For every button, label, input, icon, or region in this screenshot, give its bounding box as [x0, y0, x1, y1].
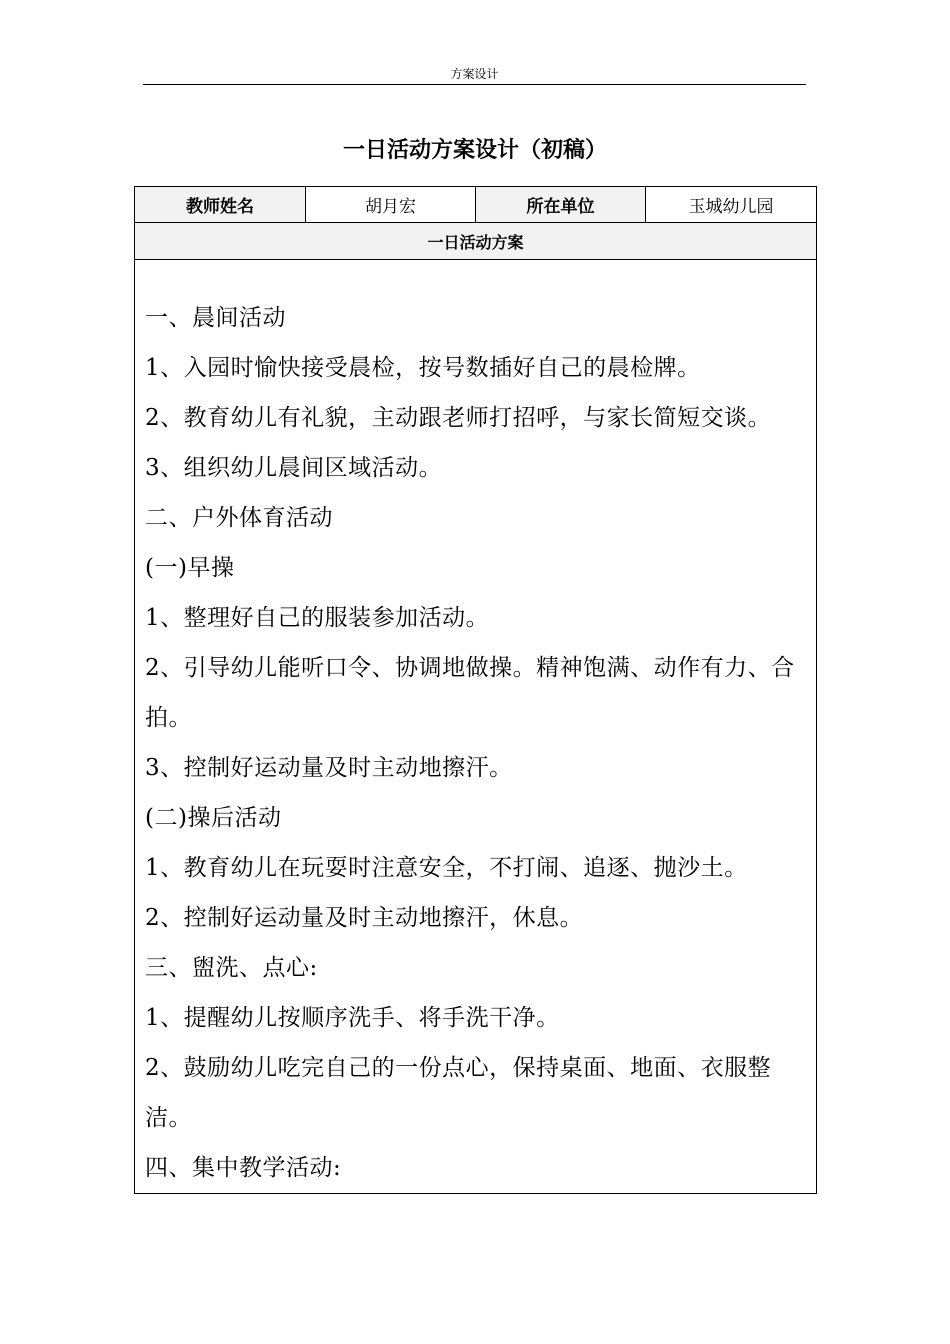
content-line: 拍。 — [145, 705, 192, 731]
teacher-name-label: 教师姓名 — [135, 187, 306, 223]
content-line: 2、引导幼儿能听口令、协调地做操。精神饱满、动作有力、合 — [145, 655, 795, 681]
content-line: 1、整理好自己的服装参加活动。 — [145, 605, 490, 631]
content-line: 四、集中教学活动: — [145, 1155, 342, 1181]
content-line: 洁。 — [145, 1105, 192, 1131]
content-line: 2、教育幼儿有礼貌，主动跟老师打招呼，与家长简短交谈。 — [145, 405, 772, 431]
content-line: (一)早操 — [145, 555, 235, 581]
content-line: 1、入园时愉快接受晨检，按号数插好自己的晨检牌。 — [145, 355, 701, 381]
content-line: 三、盥洗、点心: — [145, 955, 318, 981]
content-line: 2、鼓励幼儿吃完自己的一份点心，保持桌面、地面、衣服整 — [145, 1055, 772, 1081]
activity-form-table — [134, 186, 817, 1194]
section-header: 一日活动方案 — [135, 223, 817, 260]
content-line: 一、晨间活动 — [145, 305, 286, 331]
content-line: 3、控制好运动量及时主动地擦汗。 — [145, 755, 513, 781]
document-title: 一日活动方案设计（初稿） — [342, 138, 607, 163]
plan-content — [135, 260, 817, 1194]
page-header: 方案设计 — [143, 64, 806, 85]
content-row — [135, 260, 817, 1194]
content-line: 1、提醒幼儿按顺序洗手、将手洗干净。 — [145, 1005, 560, 1031]
content-line: (二)操后活动 — [145, 805, 282, 831]
section-header-row — [135, 223, 817, 260]
teacher-name-value: 胡月宏 — [306, 187, 476, 223]
content-line: 3、组织幼儿晨间区域活动。 — [145, 455, 443, 481]
content-line: 2、控制好运动量及时主动地擦汗，休息。 — [145, 905, 584, 931]
content-line: 1、教育幼儿在玩耍时注意安全，不打闹、追逐、抛沙土。 — [145, 855, 748, 881]
info-row — [135, 187, 817, 223]
unit-value: 玉城幼儿园 — [646, 187, 817, 223]
content-line: 二、户外体育活动 — [145, 505, 333, 531]
unit-label: 所在单位 — [476, 187, 646, 223]
